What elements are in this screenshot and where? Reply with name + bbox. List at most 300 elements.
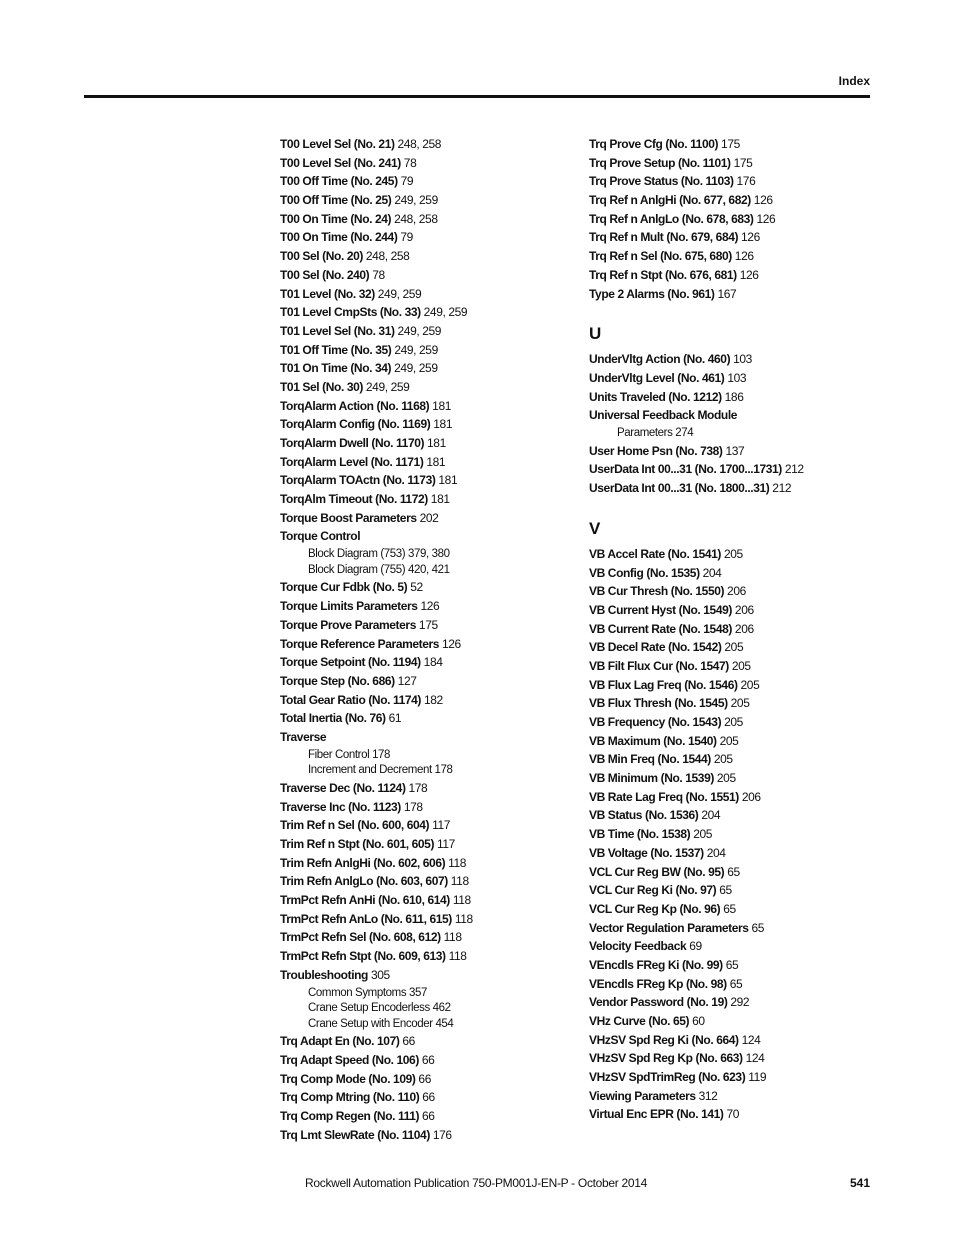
- index-term: T00 Level Sel (No. 241): [280, 155, 401, 170]
- index-page-refs: 292: [730, 995, 750, 1010]
- index-term: VHzSV SpdTrimReg (No. 623): [589, 1070, 746, 1085]
- index-entry: [280, 305, 560, 324]
- index-page-refs: 205: [730, 696, 750, 711]
- index-page-refs: 126: [756, 211, 776, 226]
- index-term: VB Filt Flux Cur (No. 1547): [589, 658, 729, 673]
- index-page-refs: 248, 258: [365, 249, 410, 264]
- index-term: TorqAlarm Action (No. 1168): [280, 398, 430, 413]
- index-page-refs: 205: [724, 640, 744, 655]
- index-page-refs: 79: [400, 174, 414, 189]
- index-term: Torque Reference Parameters: [280, 636, 440, 651]
- index-entry: [280, 436, 560, 455]
- index-subentries: [589, 426, 869, 442]
- index-page-refs: 126: [442, 636, 461, 651]
- index-entry: [280, 637, 560, 656]
- index-term: Trim Refn AnlgLo (No. 603, 607): [280, 874, 448, 889]
- index-page-refs: 69: [689, 939, 702, 954]
- index-term: Trq Ref n Sel (No. 675, 680): [589, 249, 732, 264]
- index-entry: [280, 137, 560, 156]
- index-term: Troubleshooting: [280, 967, 368, 982]
- index-entry: [589, 865, 869, 884]
- index-entry: [589, 408, 869, 426]
- index-entry: [589, 352, 869, 371]
- index-term: UserData Int 00...31 (No. 1700...1731): [589, 462, 782, 477]
- index-entry: [589, 287, 869, 306]
- index-term: VB Rate Lag Freq (No. 1551): [589, 789, 739, 804]
- index-page-refs: 206: [734, 602, 754, 617]
- index-page-refs: 65: [725, 957, 739, 972]
- index-entry: [280, 1034, 560, 1053]
- index-entry: [280, 930, 560, 949]
- index-page-refs: 206: [727, 584, 746, 599]
- index-entry: [280, 711, 560, 730]
- publication-footer: Rockwell Automation Publication 750-PM001J-EN-P - October 2014: [305, 1176, 648, 1190]
- index-page-refs: 248, 258: [394, 211, 438, 226]
- index-term: T01 Sel (No. 30): [280, 379, 363, 394]
- index-term: Total Inertia (No. 76): [280, 711, 386, 726]
- index-term: VHzSV Spd Reg Kp (No. 663): [589, 1051, 743, 1066]
- index-term: VCL Cur Reg BW (No. 95): [589, 864, 725, 879]
- index-term: VHz Curve (No. 65): [589, 1014, 690, 1028]
- index-page-refs: 66: [421, 1053, 435, 1067]
- index-page-refs: 118: [448, 855, 467, 870]
- index-entry: [589, 734, 869, 753]
- index-term: Virtual Enc EPR (No. 141): [589, 1107, 724, 1122]
- index-page-refs: 249, 259: [397, 323, 442, 338]
- index-page-refs: 175: [418, 617, 438, 632]
- index-term: TorqAlarm Dwell (No. 1170): [280, 436, 425, 450]
- index-page-refs: 212: [772, 481, 792, 496]
- index-term: Traverse Dec (No. 1124): [280, 780, 406, 795]
- index-entry: [280, 268, 560, 287]
- index-entry: [589, 622, 869, 641]
- index-subentry: Common Symptoms 357: [308, 986, 427, 999]
- index-page-refs: 119: [748, 1070, 767, 1085]
- index-entry: [280, 837, 560, 856]
- index-term: Vector Regulation Parameters: [589, 920, 749, 935]
- page-number: 541: [849, 1176, 870, 1190]
- index-term: TrmPct Refn Sel (No. 608, 612): [280, 930, 441, 945]
- index-page-refs: 181: [430, 492, 450, 507]
- index-entry: [589, 808, 869, 827]
- index-term: T01 Level (No. 32): [280, 286, 375, 301]
- index-entry: [280, 249, 560, 268]
- index-term: VCL Cur Reg Ki (No. 97): [589, 883, 717, 898]
- index-page-refs: 65: [751, 920, 765, 935]
- index-subentries: [280, 748, 560, 779]
- index-term: Trq Prove Cfg (No. 1100): [589, 137, 719, 151]
- index-entry: [280, 1090, 560, 1109]
- index-term: Trim Ref n Sel (No. 600, 604): [280, 818, 430, 833]
- index-term: Torque Cur Fdbk (No. 5): [280, 580, 408, 595]
- index-entry: [589, 193, 869, 212]
- index-term: VB Voltage (No. 1537): [589, 845, 704, 860]
- index-term: Trim Ref n Stpt (No. 601, 605): [280, 837, 435, 851]
- index-entry: [280, 399, 560, 418]
- index-entry: [589, 371, 869, 390]
- index-entry: [589, 939, 869, 958]
- index-term: T00 On Time (No. 244): [280, 230, 398, 245]
- index-term: Trq Comp Mtring (No. 110): [280, 1090, 420, 1105]
- index-term: Viewing Parameters: [589, 1088, 696, 1103]
- index-entry: [589, 137, 869, 156]
- index-entry: [280, 287, 560, 306]
- index-term: T01 Level Sel (No. 31): [280, 323, 395, 338]
- index-page-refs: 178: [403, 799, 423, 814]
- index-entry: [280, 949, 560, 968]
- index-page-refs: 127: [397, 673, 417, 688]
- index-page-refs: 205: [724, 715, 743, 729]
- index-page-refs: 118: [443, 930, 462, 945]
- index-term: Trq Ref n Stpt (No. 676, 681): [589, 267, 737, 282]
- index-term: VB Current Rate (No. 1548): [589, 621, 732, 636]
- index-subentry: Increment and Decrement 178: [308, 764, 453, 777]
- index-term: T01 On Time (No. 34): [280, 361, 392, 376]
- index-page-refs: 249, 259: [394, 342, 438, 357]
- index-entry: [280, 156, 560, 175]
- index-term: T00 Sel (No. 20): [280, 249, 363, 264]
- index-entry: [280, 455, 560, 474]
- index-page-refs: 181: [426, 454, 446, 469]
- index-page-refs: 176: [736, 174, 756, 189]
- index-page-refs: 204: [702, 565, 722, 580]
- index-entry: [280, 818, 560, 837]
- index-page-refs: 205: [719, 733, 739, 748]
- index-entry: [589, 790, 869, 809]
- index-page-refs: 205: [723, 546, 743, 561]
- index-term: VB Flux Lag Freq (No. 1546): [589, 677, 738, 692]
- index-page-refs: 126: [734, 249, 754, 264]
- index-entry: [589, 584, 869, 603]
- index-page-refs: 249, 259: [394, 361, 438, 376]
- index-term: Torque Control: [280, 529, 361, 544]
- index-page-refs: 248, 258: [397, 137, 442, 151]
- index-entry: [589, 249, 869, 268]
- index-page-refs: 204: [701, 808, 721, 823]
- index-term: User Home Psn (No. 738): [589, 443, 723, 458]
- index-entry: [589, 715, 869, 734]
- index-entry: [280, 580, 560, 599]
- index-page-refs: 175: [721, 137, 740, 151]
- index-entry: [589, 977, 869, 996]
- index-entry: [589, 1070, 869, 1089]
- index-term: Trq Lmt SlewRate (No. 1104): [280, 1127, 430, 1142]
- index-column-right: [589, 137, 869, 1126]
- index-page-refs: 118: [450, 874, 469, 889]
- index-page-refs: 181: [432, 398, 451, 413]
- index-term: Trq Comp Regen (No. 111): [280, 1109, 420, 1124]
- index-entry: [589, 174, 869, 193]
- index-subentries: [280, 986, 560, 1033]
- index-entry: [589, 640, 869, 659]
- index-page-refs: 206: [734, 621, 754, 636]
- index-page-refs: 103: [733, 352, 752, 367]
- index-entry: [589, 771, 869, 790]
- index-term: TrmPct Refn AnHi (No. 610, 614): [280, 893, 450, 908]
- index-term: Trq Comp Mode (No. 109): [280, 1071, 416, 1086]
- index-entry: [589, 603, 869, 622]
- index-group-u: [589, 352, 869, 500]
- index-term: Traverse Inc (No. 1123): [280, 799, 401, 814]
- index-entry: [589, 390, 869, 409]
- index-page-refs: 305: [370, 967, 390, 982]
- index-term: VB Maximum (No. 1540): [589, 733, 717, 748]
- index-term: Universal Feedback Module: [589, 408, 738, 423]
- index-entry: [589, 659, 869, 678]
- index-subentry: Fiber Control 178: [308, 748, 391, 761]
- index-entry: [280, 800, 560, 819]
- index-entry: [280, 417, 560, 436]
- index-entry: [280, 212, 560, 231]
- index-term: VB Config (No. 1535): [589, 565, 700, 580]
- index-term: VB Frequency (No. 1543): [589, 715, 722, 729]
- index-entry: [589, 827, 869, 846]
- index-entry: [589, 995, 869, 1014]
- index-term: Trim Refn AnlgHi (No. 602, 606): [280, 855, 446, 870]
- index-term: UnderVltg Level (No. 461): [589, 370, 725, 385]
- index-subentry: Block Diagram (755) 420, 421: [308, 563, 450, 576]
- index-page-refs: 176: [432, 1127, 452, 1142]
- index-entry: [589, 678, 869, 697]
- index-entry: [280, 730, 560, 748]
- index-page-refs: 205: [716, 771, 736, 786]
- index-page-refs: 137: [725, 443, 745, 458]
- index-page-refs: 182: [423, 692, 443, 707]
- index-page-refs: 66: [418, 1071, 431, 1086]
- index-term: Units Traveled (No. 1212): [589, 389, 722, 404]
- index-entry: [589, 846, 869, 865]
- index-column-left: [280, 137, 560, 1146]
- index-entry: [280, 874, 560, 893]
- index-page-refs: 181: [438, 473, 458, 488]
- index-term: Traverse: [280, 729, 327, 744]
- index-page-refs: 78: [372, 267, 385, 282]
- index-entry: [280, 174, 560, 193]
- index-page-refs: 178: [408, 780, 428, 795]
- index-term: T00 Off Time (No. 245): [280, 174, 398, 189]
- index-term: VB Status (No. 1536): [589, 808, 699, 823]
- index-term: TrmPct Refn AnLo (No. 611, 615): [280, 911, 452, 926]
- index-entry: [280, 343, 560, 362]
- index-term: Trq Ref n Mult (No. 679, 684): [589, 230, 739, 245]
- index-subentry: Block Diagram (753) 379, 380: [308, 548, 450, 561]
- index-entry: [589, 1051, 869, 1070]
- index-entry: [589, 462, 869, 481]
- index-page-refs: 184: [423, 655, 443, 670]
- index-page-refs: 61: [388, 711, 402, 726]
- index-term: VB Cur Thresh (No. 1550): [589, 584, 725, 599]
- index-term: Torque Boost Parameters: [280, 510, 417, 525]
- index-page-refs: 206: [741, 789, 761, 804]
- index-entry: [280, 529, 560, 547]
- index-entry: [589, 902, 869, 921]
- index-page-refs: 118: [448, 949, 467, 964]
- index-term: VB Flux Thresh (No. 1545): [589, 696, 728, 711]
- index-entry: [280, 968, 560, 986]
- index-term: VCL Cur Reg Kp (No. 96): [589, 901, 721, 916]
- index-entry: [280, 893, 560, 912]
- index-entry: [280, 781, 560, 800]
- index-page-refs: 126: [741, 230, 760, 245]
- index-page-refs: 205: [693, 827, 713, 842]
- index-subentry: Crane Setup with Encoder 454: [308, 1017, 454, 1030]
- index-page-refs: 52: [410, 580, 423, 595]
- index-subentries: [280, 547, 560, 578]
- letter-heading-u: U: [589, 324, 601, 344]
- index-entry: [280, 230, 560, 249]
- index-page-refs: 204: [706, 845, 726, 860]
- index-term: Trq Adapt En (No. 107): [280, 1034, 400, 1049]
- index-page-refs: 186: [724, 389, 744, 404]
- index-page-refs: 117: [432, 818, 450, 833]
- index-entry: [589, 268, 869, 287]
- index-page-refs: 205: [731, 658, 751, 673]
- index-entry: [589, 547, 869, 566]
- index-term: VB Accel Rate (No. 1541): [589, 546, 722, 561]
- index-entry: [280, 361, 560, 380]
- index-page-refs: 60: [692, 1014, 705, 1028]
- letter-heading-v: V: [589, 518, 600, 538]
- index-entry: [280, 856, 560, 875]
- index-page-refs: 118: [454, 911, 473, 926]
- index-page-refs: 65: [723, 901, 736, 916]
- index-page-refs: 175: [733, 155, 753, 170]
- index-term: VEncdls FReg Kp (No. 98): [589, 976, 727, 991]
- index-term: VEncdls FReg Ki (No. 99): [589, 957, 723, 972]
- index-page-refs: 212: [784, 462, 804, 477]
- index-term: Torque Prove Parameters: [280, 617, 416, 632]
- index-term: Trq Prove Setup (No. 1101): [589, 155, 731, 170]
- index-entry: [589, 752, 869, 771]
- index-page-refs: 65: [729, 976, 743, 991]
- index-entry: [589, 156, 869, 175]
- index-term: TorqAlarm TOActn (No. 1173): [280, 473, 436, 488]
- index-entry: [280, 324, 560, 343]
- index-entry: [280, 1072, 560, 1091]
- index-term: Torque Setpoint (No. 1194): [280, 655, 421, 670]
- index-page-refs: 124: [741, 1032, 761, 1047]
- section-header: Index: [838, 74, 870, 88]
- index-term: T00 On Time (No. 24): [280, 211, 392, 226]
- index-term: T00 Sel (No. 240): [280, 267, 370, 282]
- index-page-refs: 65: [727, 864, 740, 879]
- index-subentry: Crane Setup Encoderless 462: [308, 1002, 451, 1015]
- index-page-refs: 181: [433, 417, 453, 432]
- index-entry: [280, 674, 560, 693]
- index-term: Vendor Password (No. 19): [589, 995, 728, 1010]
- index-term: VB Current Hyst (No. 1549): [589, 602, 732, 617]
- index-page-refs: 312: [698, 1088, 718, 1103]
- index-term: Total Gear Ratio (No. 1174): [280, 692, 422, 707]
- index-entry: [589, 230, 869, 249]
- index-page-refs: 181: [427, 436, 446, 450]
- index-page-refs: 249, 259: [423, 305, 468, 320]
- index-entry: [280, 193, 560, 212]
- index-term: TorqAlm Timeout (No. 1172): [280, 492, 428, 507]
- index-entry: [280, 1109, 560, 1128]
- index-page-refs: 78: [403, 155, 417, 170]
- index-term: T00 Level Sel (No. 21): [280, 137, 395, 151]
- index-entry: [280, 912, 560, 931]
- index-entry: [589, 212, 869, 231]
- index-page-refs: 167: [717, 286, 737, 301]
- index-page-refs: 126: [739, 267, 759, 282]
- index-page-refs: 66: [422, 1109, 435, 1124]
- index-entry: [280, 618, 560, 637]
- index-entry: [589, 1014, 869, 1033]
- index-term: VB Min Freq (No. 1544): [589, 752, 711, 767]
- index-term: Trq Adapt Speed (No. 106): [280, 1053, 419, 1067]
- index-page-refs: 205: [740, 677, 760, 692]
- index-subentry: Parameters 274: [617, 427, 694, 440]
- index-term: VB Minimum (No. 1539): [589, 771, 714, 786]
- index-entry: [589, 883, 869, 902]
- index-term: Torque Step (No. 686): [280, 673, 395, 688]
- index-term: Velocity Feedback: [589, 939, 687, 954]
- header-rule: [84, 95, 870, 98]
- index-page-refs: 65: [719, 883, 732, 898]
- index-page-refs: 249, 259: [377, 286, 422, 301]
- index-term: VHzSV Spd Reg Ki (No. 664): [589, 1032, 739, 1047]
- index-term: VB Time (No. 1538): [589, 827, 691, 842]
- index-term: Trq Ref n AnlgHi (No. 677, 682): [589, 193, 751, 208]
- index-page-refs: 66: [402, 1034, 415, 1049]
- index-page-refs: 118: [452, 893, 471, 908]
- index-entry: [280, 693, 560, 712]
- index-term: Type 2 Alarms (No. 961): [589, 286, 715, 301]
- index-term: T00 Off Time (No. 25): [280, 193, 392, 208]
- index-term: VB Decel Rate (No. 1542): [589, 640, 722, 655]
- index-entry: [280, 1053, 560, 1072]
- index-entry: [589, 566, 869, 585]
- index-term: Torque Limits Parameters: [280, 599, 418, 614]
- index-entry: [280, 1128, 560, 1147]
- index-entry: [589, 1033, 869, 1052]
- index-entry: [280, 473, 560, 492]
- index-page-refs: 103: [727, 370, 747, 385]
- index-term: UnderVltg Action (No. 460): [589, 352, 731, 367]
- index-entry: [589, 921, 869, 940]
- index-term: T01 Level CmpSts (No. 33): [280, 305, 421, 320]
- index-term: T01 Off Time (No. 35): [280, 342, 392, 357]
- index-page-refs: 249, 259: [365, 379, 410, 394]
- index-entry: [280, 599, 560, 618]
- index-page-refs: 117: [436, 837, 455, 851]
- index-entry: [280, 380, 560, 399]
- index-term: TorqAlarm Level (No. 1171): [280, 454, 424, 469]
- index-term: TorqAlarm Config (No. 1169): [280, 417, 431, 432]
- index-entry: [589, 481, 869, 500]
- index-entry: [280, 655, 560, 674]
- index-term: TrmPct Refn Stpt (No. 609, 613): [280, 949, 446, 964]
- index-entry: [589, 1107, 869, 1126]
- index-page-refs: 70: [726, 1107, 739, 1122]
- index-page-refs: 79: [400, 230, 413, 245]
- index-page-refs: 124: [745, 1051, 765, 1066]
- index-term: Trq Ref n AnlgLo (No. 678, 683): [589, 211, 754, 226]
- index-entry: [589, 1089, 869, 1108]
- index-page-refs: 126: [753, 193, 773, 208]
- index-page-refs: 205: [713, 752, 733, 767]
- index-entry: [589, 958, 869, 977]
- index-page-refs: 66: [422, 1090, 435, 1105]
- index-entry: [280, 511, 560, 530]
- index-page-refs: 202: [419, 510, 439, 525]
- index-group-v: [589, 547, 869, 1126]
- index-page-refs: 249, 259: [394, 193, 438, 208]
- index-term: Trq Prove Status (No. 1103): [589, 174, 734, 189]
- index-entry: [280, 492, 560, 511]
